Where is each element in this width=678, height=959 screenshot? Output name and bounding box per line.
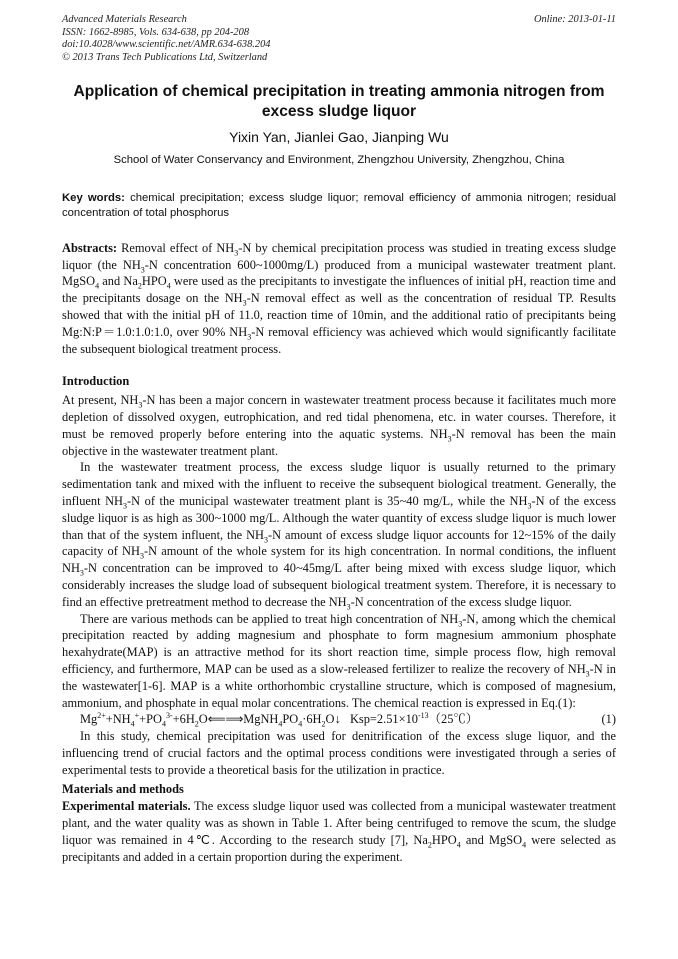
paragraph: In this study, chemical precipitation was used for denitrification of the excess sluge liquor, and the influencing trend of crucial factors and the optimal process conditions were investigated through a series of experimental tests to provide a theoretical basis for the utilization in practice. (62, 729, 616, 777)
equation-body: $Mg^{2+}+NH_4^++PO_4^{3-}+6H_2O⟸⟹MgNH_4PO_4\cdot 6H_2O↓$ $Ksp=2.51\times 10^{-13}(25℃)$ (80, 711, 479, 729)
equation-1 (62, 711, 616, 728)
issn-line: ISSN: 1662-8985, Vols. 634-638, pp 204-208 (62, 26, 250, 38)
paragraph: There are various methods can be applied to treat high concentration of $NH_3-N$, among which the chemical precipitation reacted by adding magnesium and phosphate to form magnesium ammonium phosphate hexahydrate(MAP) is an attractive method for its short reaction time, simple process flow, high removal efficiency, and furthermore, MAP can be used as a slow-released fertilizer to realize the recovery of $NH_3-N$ in the wastewater[1-6]. MAP is a white orthorhombic crystalline structure, which is composed of magnesium, ammonium, and phosphate in equal molar concentrations. The chemical reaction is expressed in Eq.(1): (62, 611, 616, 710)
paragraph: In the wastewater treatment process, the excess sludge liquor is usually returned to the primary sedimentation tank and mixed with the influent to receive the subsequent biological treatment. Generally, the influent $NH_3-N$ of the municipal wastewater treatment plant is 35~40 mg/L, while the $NH_3-N$ of the excess sludge liquor is as high as 300~1000 mg/L. Although the water quantity of excess sludge liquor is much lower than that of the system influent, the $NH_3-N$ amount of excess sludge liquor accounts for 12~15% of the daily capacity of $NH_3-N$ amount of the whole system for its high concentration. In normal conditions, the influent $NH_3-N$ concentration can be improved to 40~45mg/L after being mixed with excess sludge liquor, which considerably increases the sludge load of subsequent biological treatment system. Therefore, it is necessary to find an effective pretreatment method to decrease the $NH_3-N$ concentration of the excess sludge liquor. (62, 460, 617, 612)
journal-name: Advanced Materials Research (62, 14, 187, 25)
online-date: Online: 2013-01-11 (533, 14, 616, 25)
equation-number: (1) (601, 712, 616, 727)
keywords-text: chemical precipitation; excess sludge liquor; removal efficiency of ammonia nitrogen; residual concentration of total phosphorus (62, 192, 616, 219)
equilibrium-arrow: ⟸⟹ (207, 712, 244, 727)
keywords (62, 191, 616, 219)
paper-title: Application of chemical precipitation in treating ammonia nitrogen from excess sludge liquor (73, 83, 605, 121)
affiliation: School of Water Conservancy and Environment, Zhengzhou University, Zhengzhou, China (113, 154, 565, 167)
subsection-label: Experimental materials. (62, 799, 191, 814)
introduction-section (62, 392, 616, 778)
materials-paragraph: Experimental materials. The excess sludge liquor used was collected from a municipal wastewater treatment plant, and the water quality was as shown in Table 1. After being centrifuged to remove the scum, the sludge liquor was remained in 4℃. According to the research study [7], $Na_2HPO_4$ and MgSO$_4$ were selected as precipitants and added in a certain proportion during the experiment. (62, 799, 616, 864)
doi-line: doi:10.4028/www.scientific.net/AMR.634-638.204 (62, 39, 271, 51)
abstract-label: Abstracts: (62, 240, 118, 255)
paper-page (62, 14, 616, 865)
paragraph: At present, $NH_3-N$ has been a major concern in wastewater treatment process because it facilitates much more depletion of dissolved oxygen, eutrophication, and red tidal phenomena, etc. in water courses. Therefore, it must be removed properly before entering into the aquatic systems. $NH_3-N$ removal has been the main objective in the wastewater treatment plant. (62, 393, 616, 458)
keywords-label: Key words: (62, 192, 125, 205)
authors: Yixin Yan, Jianlei Gao, Jianping Wu (229, 129, 449, 146)
copyright-line: © 2013 Trans Tech Publications Ltd, Switzerland (62, 51, 268, 63)
journal-header (62, 14, 616, 64)
section-heading-materials-methods: Materials and methods (62, 782, 184, 797)
section-heading-introduction: Introduction (62, 374, 130, 389)
abstract: Abstracts: Removal effect of $NH_3-N$ by chemical precipitation process was studied in treating excess sludge liquor (the $NH_3-N$ concentration 600~1000mg/L) produced from a municipal wastewater treatment plant. MgSO$_4$ and $Na_2HPO_4$ were used as the precipitants to investigate the influences of initial pH, reaction time and the precipitants dosage on the $NH_3-N$ removal effect as well as the concentration of residual TP. Results showed that with the initial pH of 11.0, reaction time of 10min, and the additional ratio of precipitants being Mg:N:P＝1.0:1.0:1.0, over 90% $NH_3-N$ removal efficiency was achieved which would significantly facilitate the subsequent biological treatment process. (62, 240, 617, 356)
